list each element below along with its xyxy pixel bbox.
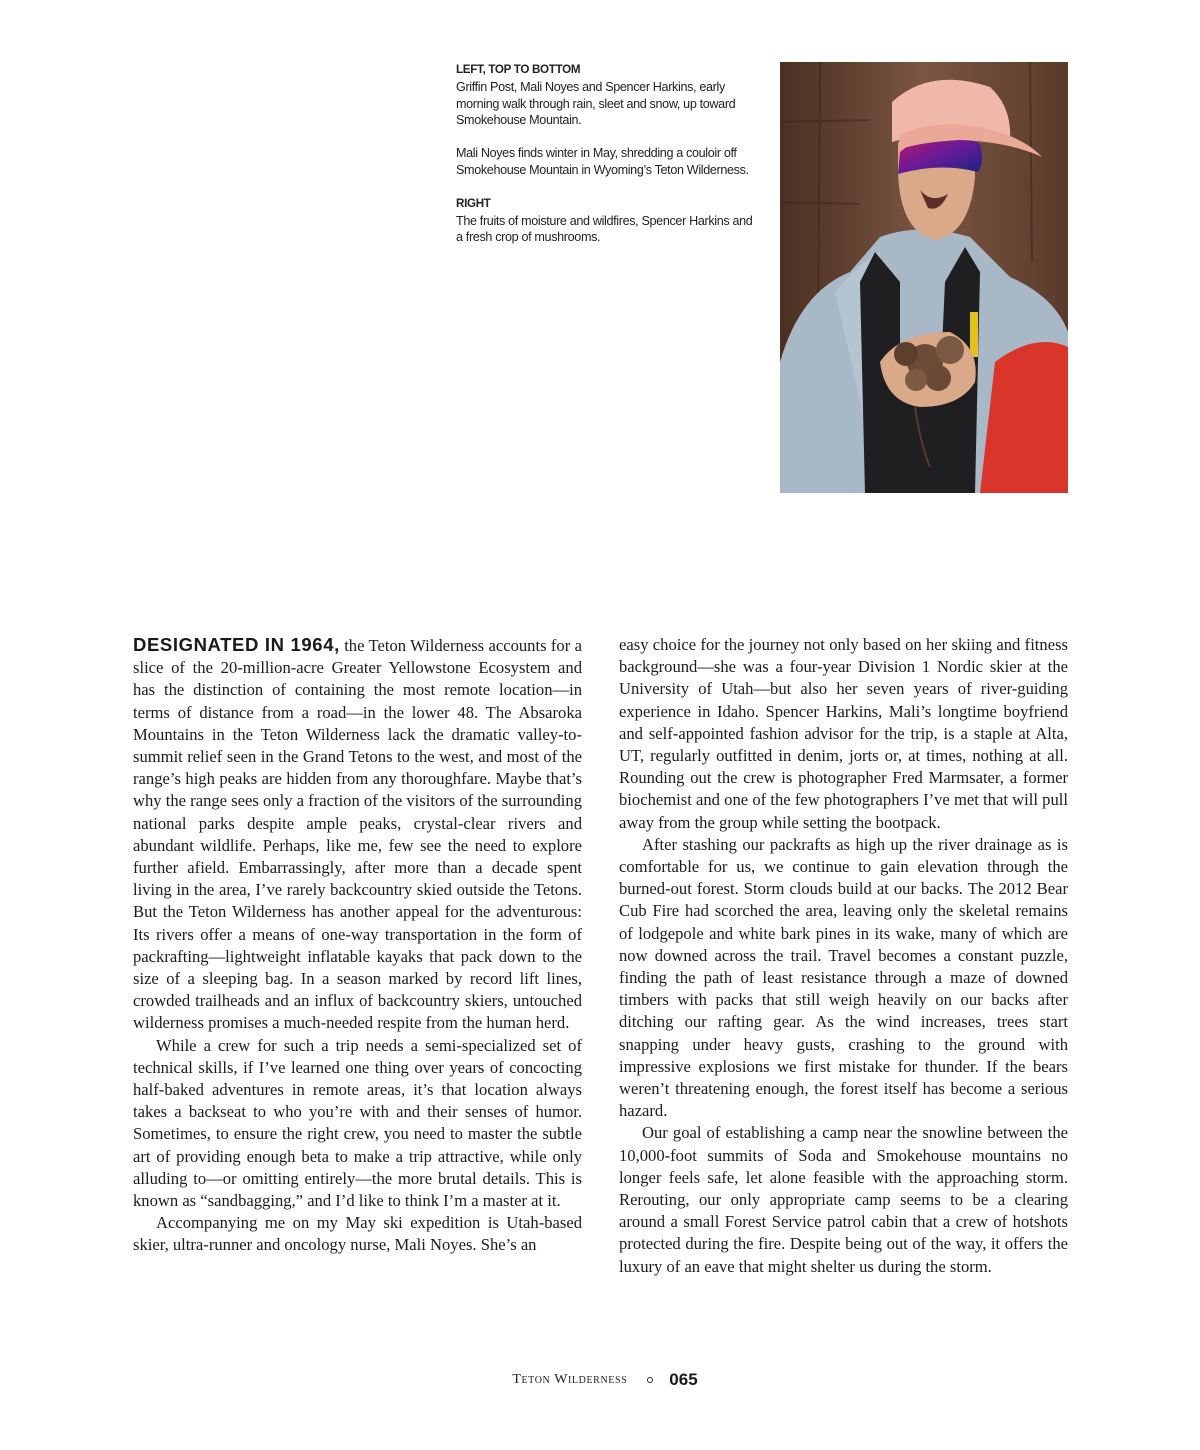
caption-left [456, 61, 756, 129]
paragraph-text: the Teton Wilderness accounts for a slice of the 20-million-acre Greater Yellowstone Ecosystem and has the distinction of containing the most remote location—in terms of distance from a road—in the lower 48. The Absaroka Mountains in the Teton Wilderness lack the dramatic valley-to-summit relief seen in the Grand Tetons to the west, and most of the range’s high peaks are hidden from any thoroughfare. Maybe that’s why the range sees only a fraction of the visitors of the surrounding national parks despite ample peaks, crystal-clear rivers and abundant wildlife. Perhaps, like me, few see the need to explore further afield. Embarrassingly, after more than a decade spent living in the area, I’ve rarely backcountry skied outside the Tetons. But the Teton Wilderness has another appeal for the adventurous: Its rivers offer a means of one-way transportation in the form of packrafting—lightweight inflatable kayaks that pack down to the size of a sleeping bag. In a season marked by record lift lines, crowded trailheads and an influx of backcountry skiers, untouched wilderness promises a much-needed respite from the human herd. [133, 636, 582, 1033]
caption-heading: RIGHT [456, 196, 491, 210]
folio-dot-icon [647, 1377, 653, 1383]
article-paragraph: Our goal of establishing a camp near the snowline between the 10,000-foot summits of Soda and Smokehouse mountains no longer feels safe, let alone feasible with the approaching storm. Rerouting, our only appropriate camp seems to be a clearing around a small Forest Service patrol cabin that a crew of hotshots protected during the fire. Despite being out of the way, it offers the luxury of an eave that might shelter us during the storm. [619, 1123, 1068, 1276]
article-column-left [133, 634, 582, 1257]
page-footer [0, 1370, 1200, 1390]
caption-right [456, 195, 756, 246]
photo-captions [456, 61, 756, 246]
article-paragraph: While a crew for such a trip needs a semi-specialized set of technical skills, if I’ve learned one thing over years of concocting half-baked adventures in remote areas, it’s that location always takes a backseat to who you’re with and their senses of humor. Sometimes, to ensure the right crew, you need to master the subtle art of providing enough beta to make a trip attractive, while only alluding to—or omitting entirely—the more brutal details. This is known as “sandbagging,” and I’d like to think I’m a master at it. [133, 1035, 582, 1211]
article-paragraph: Accompanying me on my May ski expedition is Utah-based skier, ultra-runner and oncology nurse, Mali Noyes. She’s an [133, 1213, 582, 1255]
page-number: 065 [669, 1370, 698, 1389]
article-paragraph: After stashing our packrafts as high up the river drainage as is comfortable for us, we continue to gain elevation through the burned-out forest. Storm clouds build at our backs. The 2012 Bear Cub Fire had scorched the area, leaving only the skeletal remains of lodgepole and white bark pines in its wake, many of which are now downed across the trail. Travel becomes a constant puzzle, finding the path of least resistance through a maze of downed timbers with packs that still weigh heavily on our backs after ditching our rafting gear. As the wind increases, trees start snapping under heavy gusts, crashing to the ground with impressive explosions we first mistake for thunder. If the bears weren’t threatening enough, the forest itself has become a serious hazard. [619, 834, 1068, 1121]
caption-heading: LEFT, TOP TO BOTTOM [456, 63, 581, 76]
caption-text: Griffin Post, Mali Noyes and Spencer Harkins, early morning walk through rain, sleet and snow, up toward Smokehouse Mountain. [456, 79, 736, 128]
caption-text: The fruits of moisture and wildfires, Spencer Harkins and a fresh crop of mushrooms. [456, 213, 753, 245]
lead-in: DESIGNATED IN 1964, [133, 634, 340, 655]
caption-text: Mali Noyes finds winter in May, shredding a couloir off Smokehouse Mountain in Wyoming’s Teton Wilderness. [456, 146, 749, 177]
man-holding-mushrooms-photo [780, 62, 1068, 493]
caption-left-second [456, 145, 756, 179]
folio-section-title: Teton Wilderness [512, 1372, 628, 1387]
article-paragraph: easy choice for the journey not only based on her skiing and fitness background—she was a four-year Division 1 Nordic skier at the University of Utah—but also her seven years of river-guiding experience in Idaho. Spencer Harkins, Mali’s longtime boyfriend and self-appointed fashion advisor for the trip, is a staple at Alta, UT, regularly outfitted in denim, jorts or, at times, nothing at all. Rounding out the crew is photographer Fred Marmsater, a former biochemist and one of the few photographers I’ve met that will pull away from the group while setting the bootpack. [619, 635, 1068, 832]
article-paragraph [133, 634, 582, 1035]
article-column-right [619, 634, 1068, 1278]
